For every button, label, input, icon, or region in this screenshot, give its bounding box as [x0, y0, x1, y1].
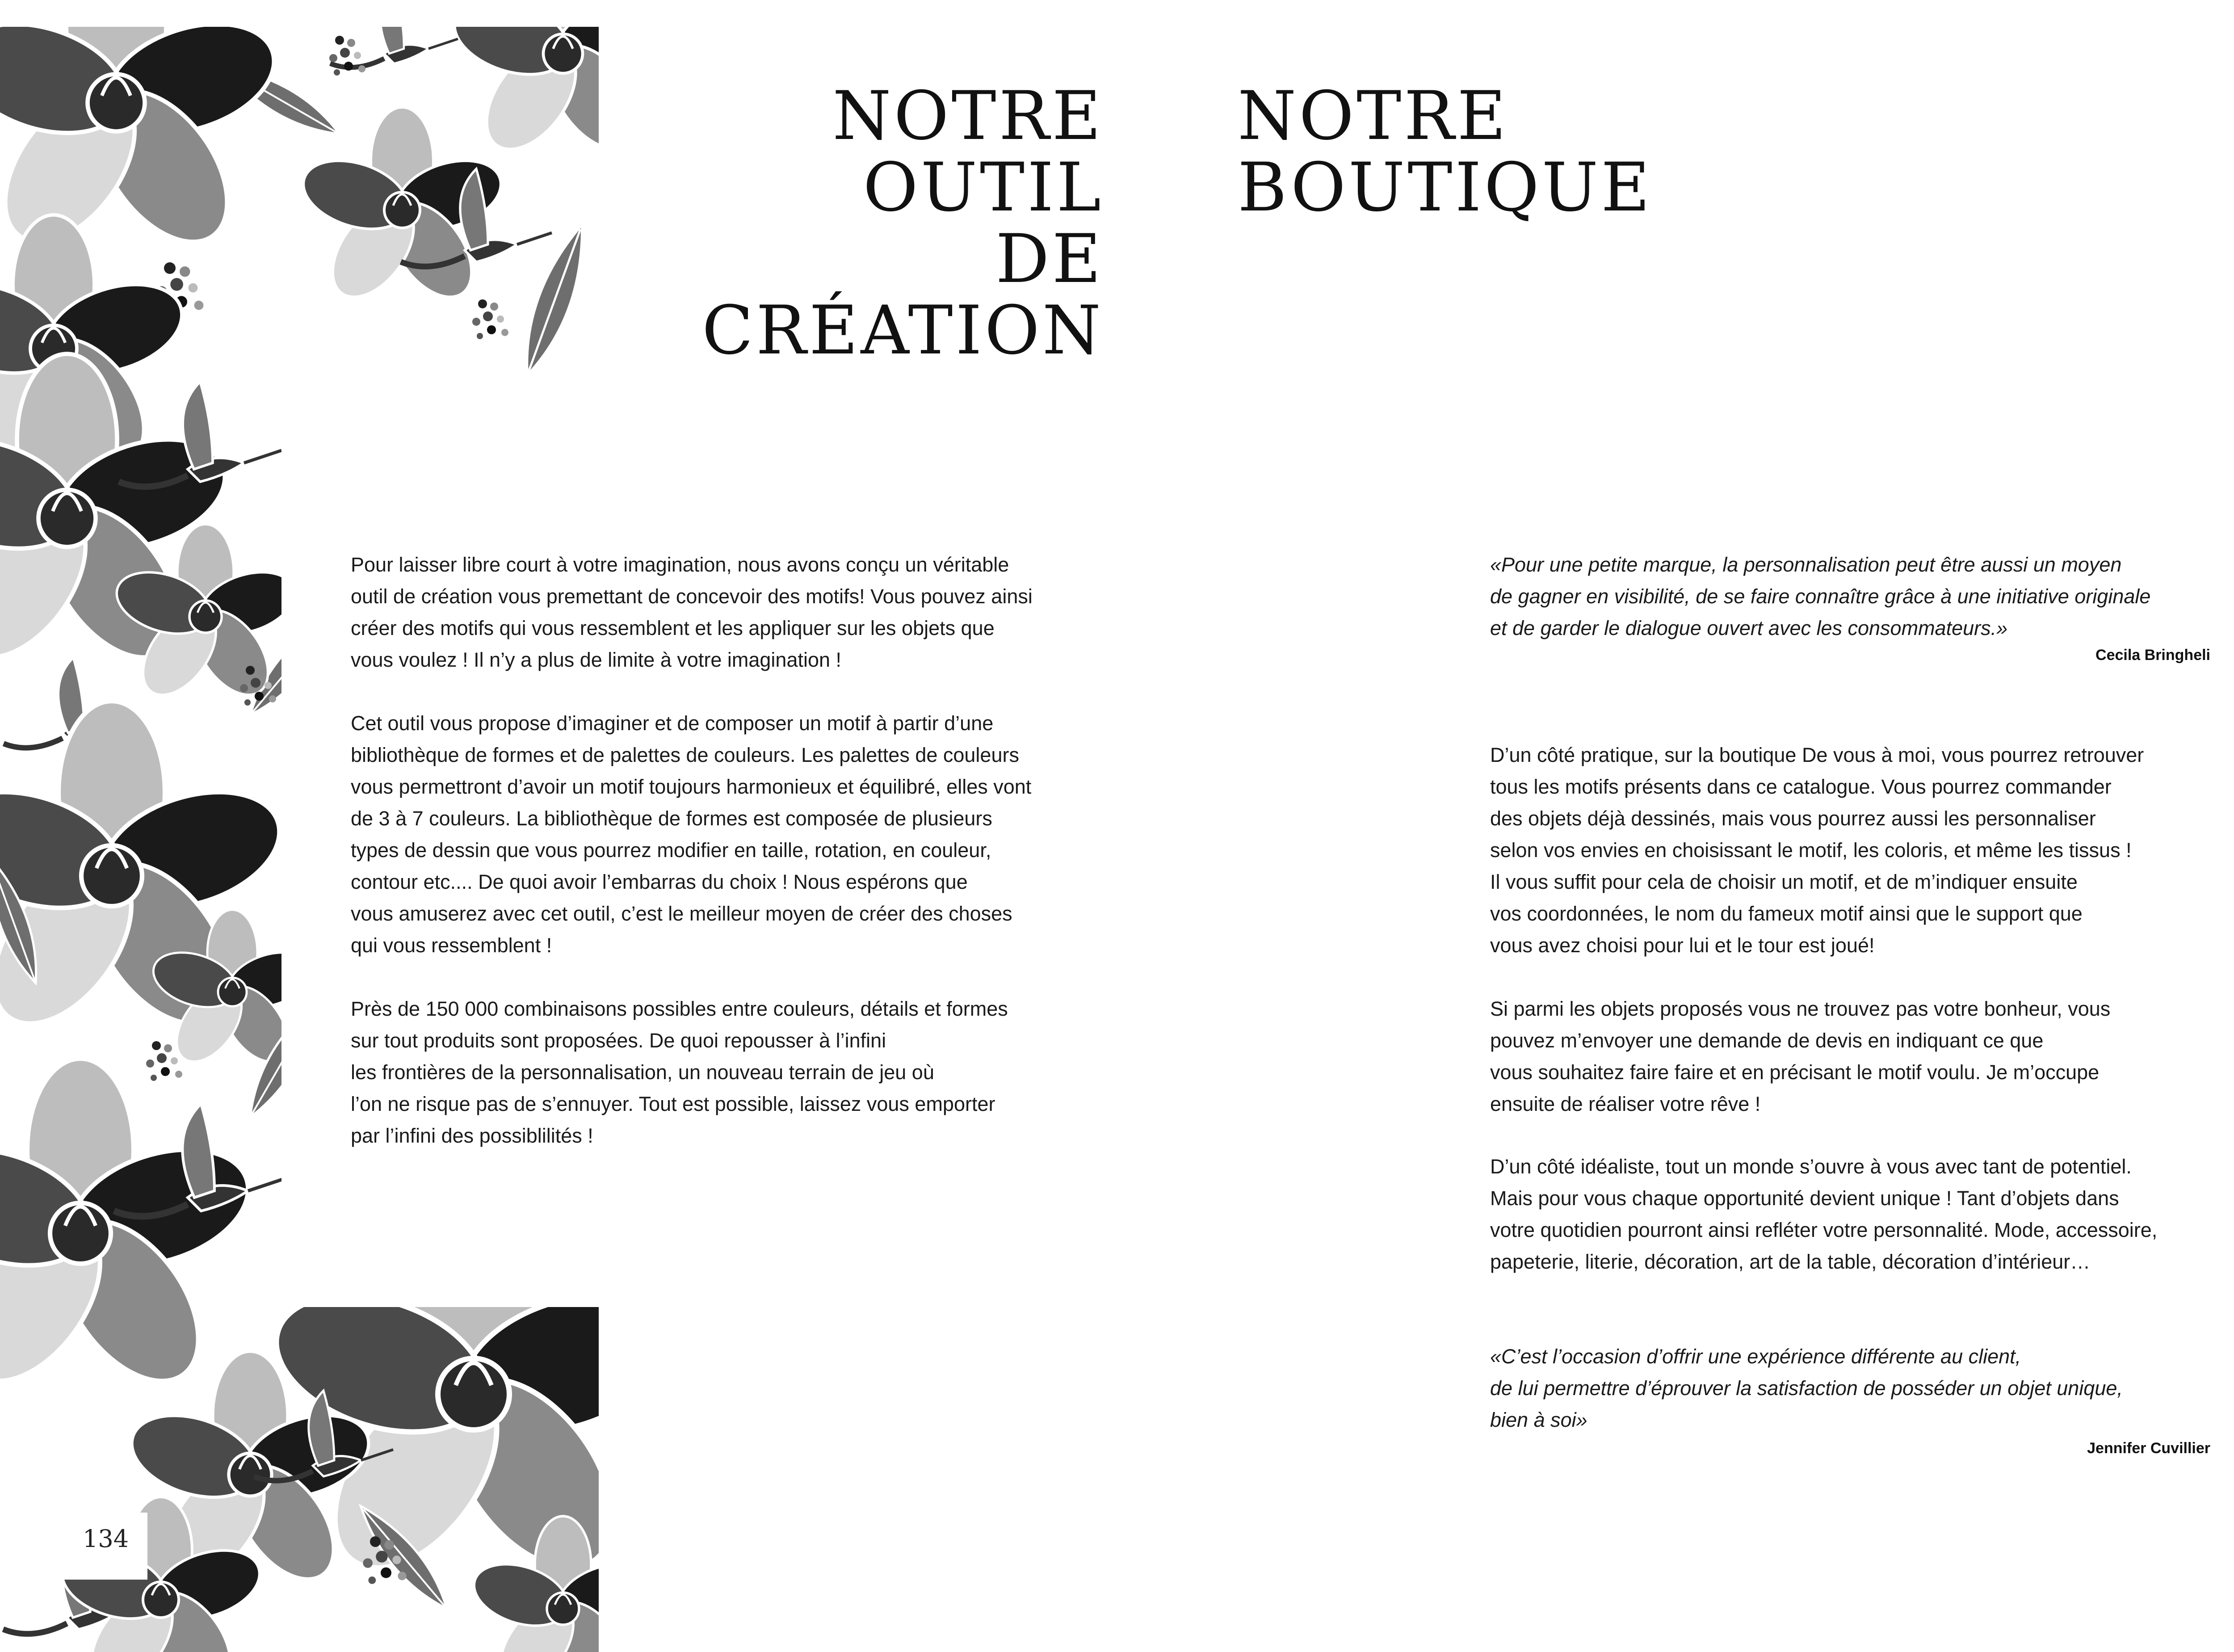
text-line: l’on ne risque pas de s’ennuyer. Tout est possible, laissez vous emporter: [351, 1093, 995, 1115]
quote-line: de gagner en visibilité, de se faire connaître grâce à une initiative originale: [1490, 585, 2151, 608]
quote-line: bien à soi»: [1490, 1408, 1587, 1431]
text-line: par l’infini des possiblilités !: [351, 1124, 593, 1147]
text-line: contour etc.... De quoi avoir l’embarras du choix ! Nous espérons que: [351, 870, 968, 893]
text-line: Mais pour vous chaque opportunité devient unique ! Tant d’objets dans: [1490, 1187, 2119, 1210]
left-title-line-2: DE CRÉATION: [702, 220, 1104, 370]
text-line: Si parmi les objets proposés vous ne trouvez pas votre bonheur, vous: [1490, 997, 2111, 1020]
text-line: vous permettront d’avoir un motif toujours harmonieux et équilibré, elles vont: [351, 775, 1032, 798]
right-paragraph-2: [1490, 993, 2234, 1120]
left-paragraph-1: [351, 549, 1110, 676]
left-paragraph-3: [351, 993, 1110, 1152]
quote-line: «C’est l’occasion d’offrir une expérience différente au client,: [1490, 1345, 2021, 1368]
quote-2: [1490, 1341, 2234, 1436]
text-line: qui vous ressemblent !: [351, 934, 552, 957]
text-line: D’un côté idéaliste, tout un monde s’ouvre à vous avec tant de potentiel.: [1490, 1155, 2132, 1178]
text-line: vos coordonnées, le nom du fameux motif ainsi que le support que: [1490, 902, 2083, 925]
text-line: Pour laisser libre court à votre imagination, nous avons conçu un véritable: [351, 553, 1009, 576]
text-line: tous les motifs présents dans ce catalogue. Vous pourrez commander: [1490, 775, 2112, 798]
text-line: D’un côté pratique, sur la boutique De vous à moi, vous pourrez retrouver: [1490, 744, 2144, 766]
text-line: bibliothèque de formes et de palettes de couleurs. Les palettes de couleurs: [351, 744, 1019, 766]
quote-1: [1490, 549, 2234, 644]
text-line: outil de création vous premettant de concevoir des motifs! Vous pouvez ainsi: [351, 585, 1033, 608]
text-line: vous voulez ! Il n’y a plus de limite à votre imagination !: [351, 648, 842, 671]
text-line: vous avez choisi pour lui et le tour est joué!: [1490, 934, 1875, 957]
text-line: papeterie, literie, décoration, art de la table, décoration d’intérieur…: [1490, 1250, 2091, 1273]
quote-line: «Pour une petite marque, la personnalisation peut être aussi un moyen: [1490, 553, 2122, 576]
right-paragraph-3: [1490, 1151, 2234, 1278]
quote-2-author: Jennifer Cuvillier: [2087, 1440, 2210, 1457]
quote-1-author: Cecila Bringheli: [2095, 647, 2210, 664]
text-line: de 3 à 7 couleurs. La bibliothèque de formes est composée de plusieurs: [351, 807, 992, 830]
text-line: votre quotidien pourront ainsi refléter votre personnalité. Mode, accessoire,: [1490, 1219, 2158, 1241]
text-line: ensuite de réaliser votre rêve !: [1490, 1093, 1761, 1115]
text-line: vous souhaitez faire faire et en précisant le motif voulu. Je m’occupe: [1490, 1061, 2100, 1084]
quote-line: de lui permettre d’éprouver la satisfaction de posséder un objet unique,: [1490, 1377, 2123, 1400]
text-line: Il vous suffit pour cela de choisir un motif, et de m’indiquer ensuite: [1490, 870, 2078, 893]
page-number: 134: [83, 1525, 129, 1553]
text-line: vous amuserez avec cet outil, c’est le meilleur moyen de créer des choses: [351, 902, 1012, 925]
text-line: les frontières de la personnalisation, un nouveau terrain de jeu où: [351, 1061, 934, 1084]
text-line: des objets déjà dessinés, mais vous pourrez aussi les personnaliser: [1490, 807, 2096, 830]
left-page-title: [701, 77, 1104, 370]
text-line: Près de 150 000 combinaisons possibles entre couleurs, détails et formes: [351, 997, 1008, 1020]
left-title-line-1: NOTRE OUTIL: [832, 77, 1104, 227]
right-paragraph-1: [1490, 739, 2234, 961]
text-line: Cet outil vous propose d’imaginer et de composer un motif à partir d’une: [351, 712, 994, 735]
text-line: pouvez m’envoyer une demande de devis en indiquant ce que: [1490, 1029, 2044, 1052]
text-line: selon vos envies en choisissant le motif, les coloris, et même les tissus !: [1490, 839, 2132, 862]
text-line: créer des motifs qui vous ressemblent et les appliquer sur les objets que: [351, 617, 995, 639]
quote-line: et de garder le dialogue ouvert avec les consommateurs.»: [1490, 617, 2008, 639]
text-line: types de dessin que vous pourrez modifier en taille, rotation, en couleur,: [351, 839, 991, 862]
text-line: sur tout produits sont proposées. De quoi repousser à l’infini: [351, 1029, 886, 1052]
right-page-title: NOTRE BOUTIQUE: [1238, 77, 1653, 227]
left-paragraph-2: [351, 707, 1110, 961]
